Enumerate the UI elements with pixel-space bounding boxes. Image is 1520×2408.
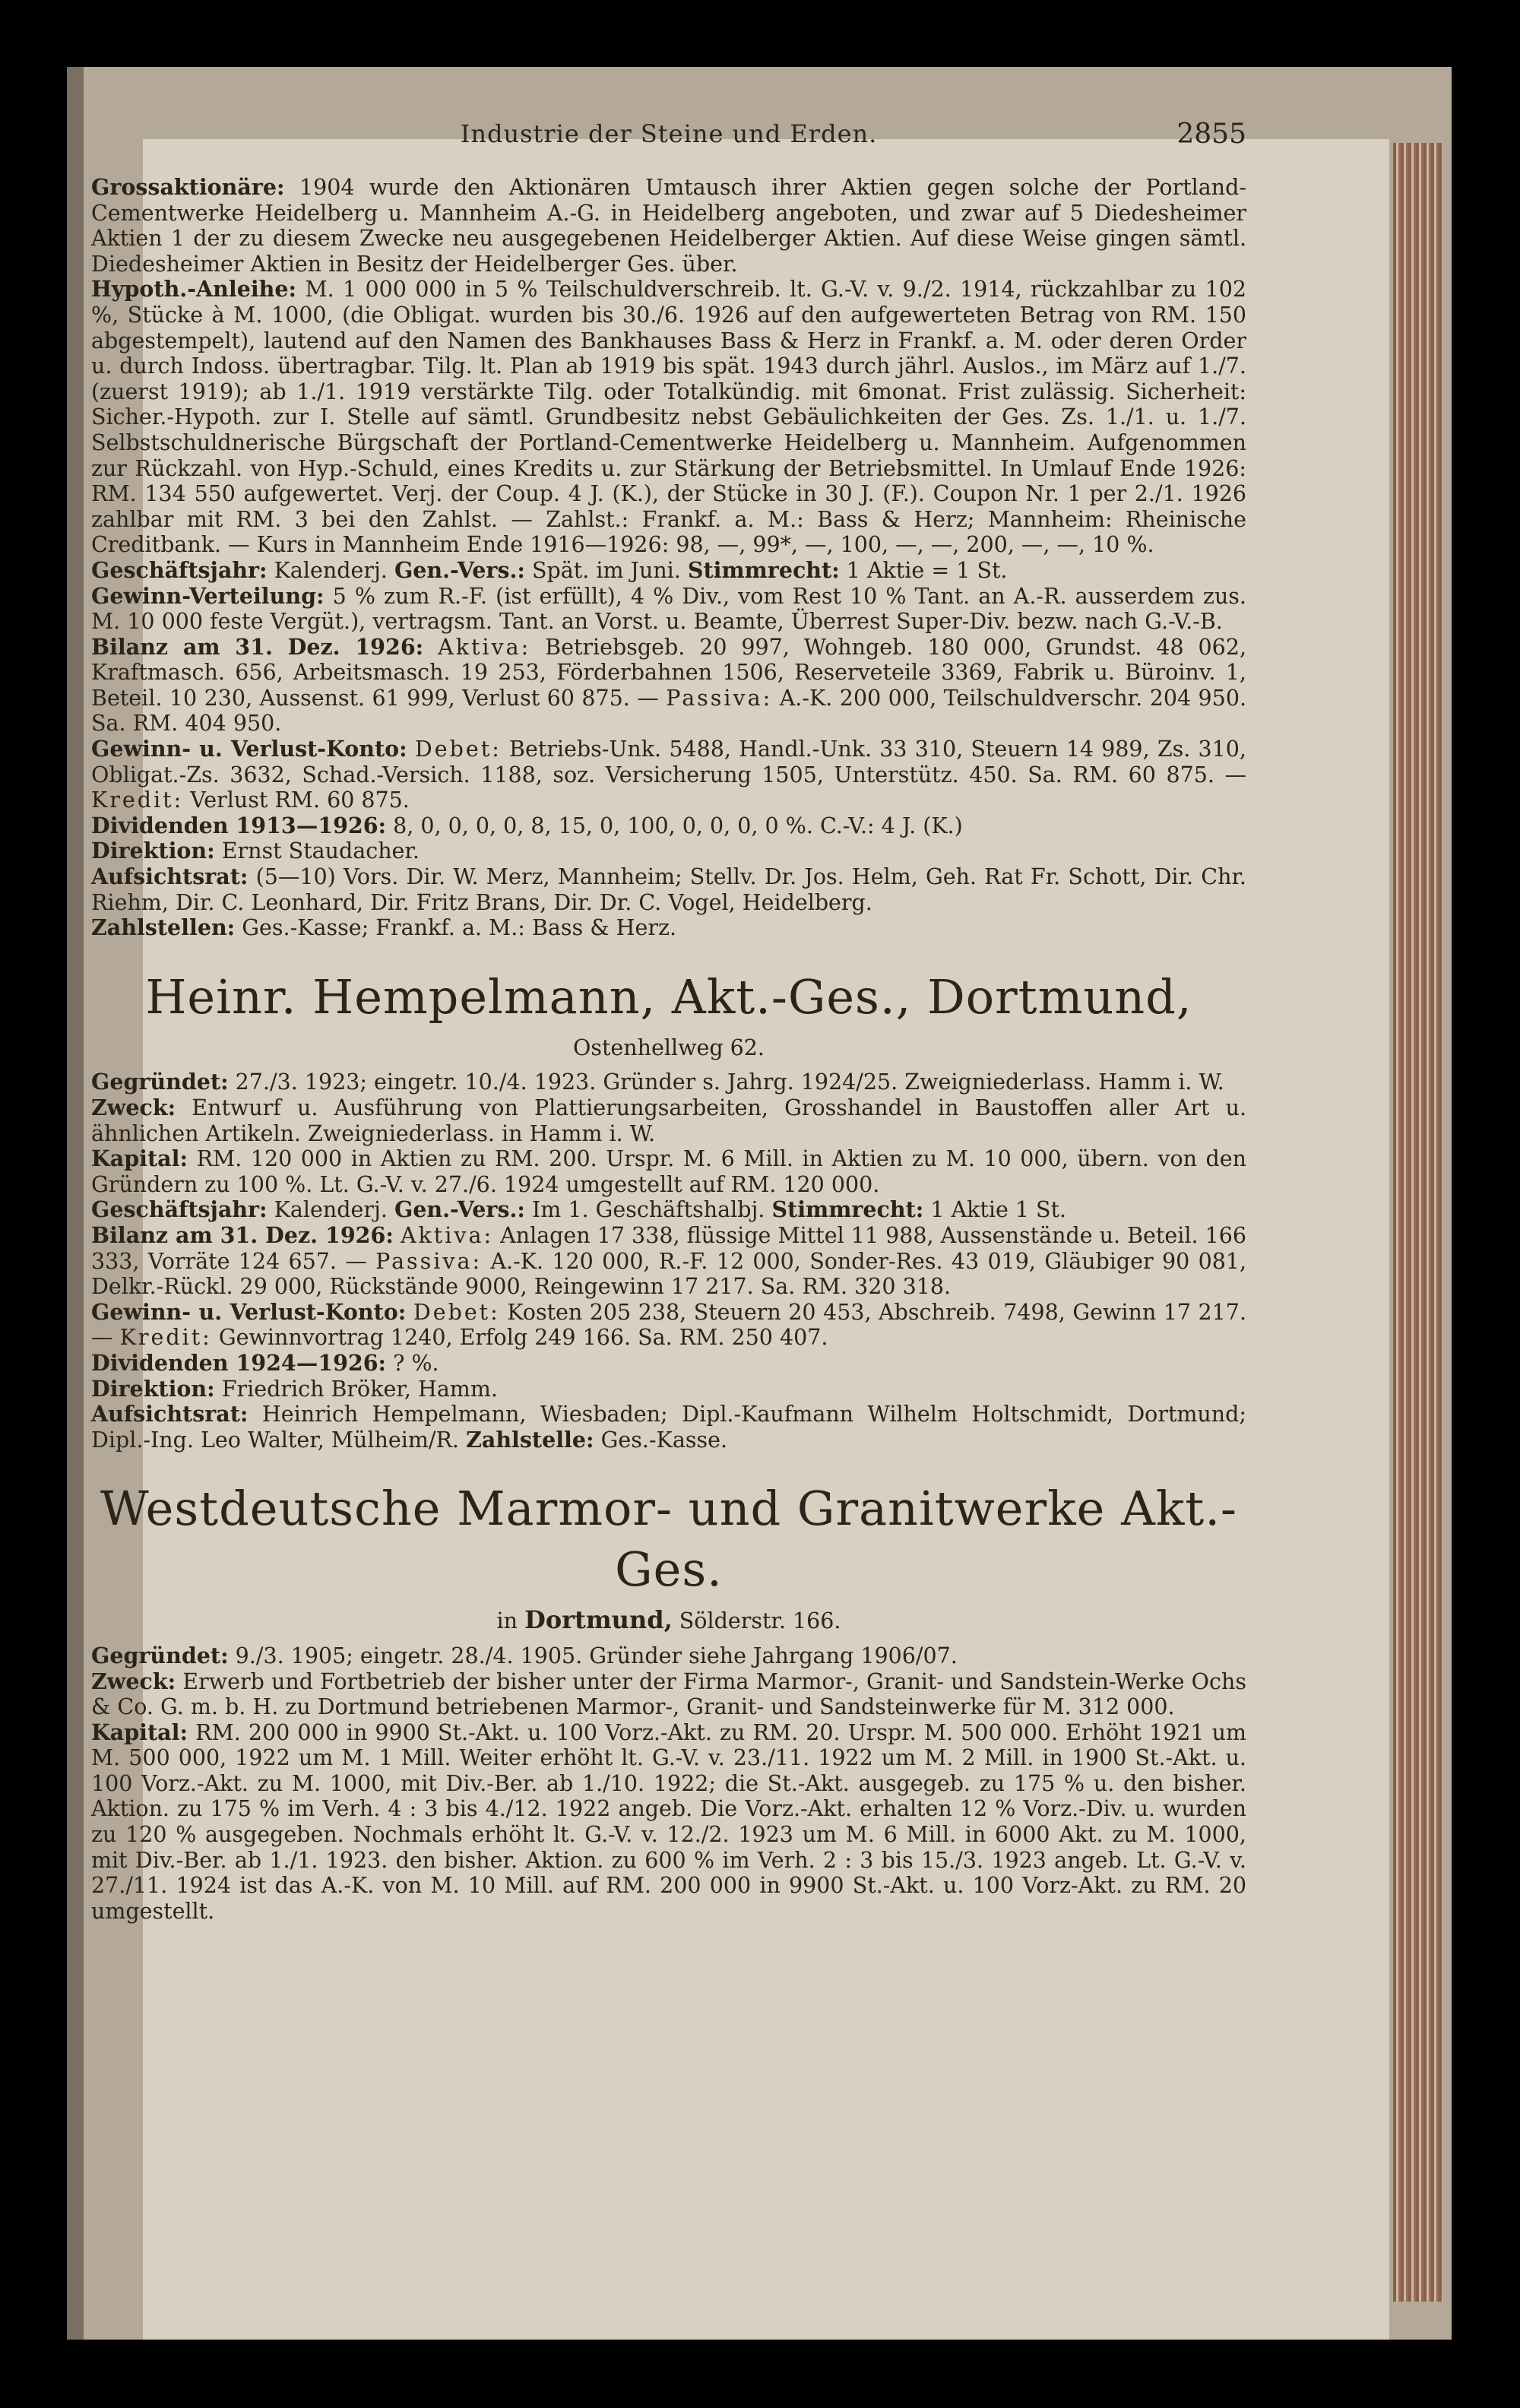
address-city: Dortmund, bbox=[524, 1605, 673, 1635]
entry-gewinn-verlust bbox=[91, 1300, 1246, 1351]
label: Zahlstelle: bbox=[466, 1426, 594, 1453]
text: 5 % zum R.-F. (ist erfüllt), 4 % Div., vom Rest 10 % Tant. an A.-R. ausserdem zus. M. 10 000 feste Vergüt.), vertragsm. Tant. an Vorst. u. Beamte, Überrest Super-Div. bezw. nach G.-V.-B. bbox=[91, 583, 1246, 635]
entry-dividenden bbox=[91, 1351, 1246, 1377]
label: Stimmrecht: bbox=[771, 1196, 924, 1223]
text: Friedrich Bröker, Hamm. bbox=[221, 1376, 498, 1402]
text: ? %. bbox=[393, 1350, 439, 1376]
label: Bilanz am 31. Dez. 1926: bbox=[91, 633, 424, 660]
label: Zahlstellen: bbox=[91, 914, 236, 941]
text: Im 1. Geschäftshalbj. bbox=[532, 1197, 765, 1223]
aktiva-label: Aktiva: bbox=[438, 634, 531, 660]
page-content bbox=[91, 119, 1247, 1924]
company-heading-westdeutsche: Westdeutsche Marmor- und Granitwerke Akt.-Ges. bbox=[100, 1481, 1238, 1598]
entry-bilanz bbox=[91, 635, 1246, 737]
label: Gen.-Vers.: bbox=[394, 556, 525, 583]
text: Anlagen 17 338, flüssige Mittel 11 988, Aussenstände u. Beteil. 166 333, Vorräte 124 657. — bbox=[91, 1222, 1247, 1274]
kredit-label: Kredit: bbox=[91, 787, 184, 813]
text: Erwerb und Fortbetrieb der bisher unter der Firma Marmor-, Granit- und Sandstein-Werke Ochs & Co. G. m. b. H. zu Dortmund betriebenen Marmor-, Granit- und Sandsteinwerke für M. 312 000. bbox=[91, 1668, 1246, 1720]
label: Gewinn- u. Verlust-Konto: bbox=[91, 736, 407, 762]
book-spine bbox=[67, 67, 84, 2340]
debet-label: Debet: bbox=[413, 1299, 500, 1325]
address-street: Sölderstr. 166. bbox=[679, 1608, 841, 1634]
label: Geschäftsjahr: bbox=[91, 556, 268, 583]
text: 1904 wurde den Aktionären Umtausch ihrer Aktien gegen solche der Portland-Cementwerke Heidelberg u. Mannheim A.-G. in Heidelberg angeboten, und zwar auf 5 Diedesheimer Aktien 1 der zu diesem Zwecke neu ausgegebenen Heidelberger Aktien. Auf diese Weise gingen sämtl. Diedesheimer Aktien in Besitz der Heidelberger Ges. über. bbox=[91, 175, 1247, 277]
entry-gewinn-verteilung bbox=[91, 584, 1246, 635]
text: A.-K. 200 000, Teilschuldverschr. 204 950. Sa. RM. 404 950. bbox=[91, 685, 1247, 737]
passiva-label: Passiva: bbox=[375, 1248, 483, 1274]
running-head bbox=[91, 119, 1246, 175]
label: Aufsichtsrat: bbox=[91, 863, 249, 890]
label: Direktion: bbox=[91, 1375, 215, 1402]
label: Aufsichtsrat: bbox=[91, 1401, 249, 1427]
label: Direktion: bbox=[91, 838, 215, 864]
page-edges bbox=[1393, 143, 1442, 2302]
text: 9./3. 1905; eingetr. 28./4. 1905. Gründer siehe Jahrgang 1906/07. bbox=[235, 1643, 958, 1668]
text: Verlust RM. 60 875. bbox=[190, 787, 410, 813]
label: Stimmrecht: bbox=[687, 556, 840, 583]
label: Gegründet: bbox=[91, 1069, 229, 1095]
text: 27./3. 1923; eingetr. 10./4. 1923. Gründer s. Jahrg. 1924/25. Zweigniederlass. Hamm i. W. bbox=[235, 1069, 1224, 1095]
text: Kalenderj. bbox=[274, 557, 388, 583]
text: Betriebs-Unk. 5488, Handl.-Unk. 33 310, Steuern 14 989, Zs. 310, Obligat.-Zs. 3632, Schad.-Versich. 1188, soz. Versicherung 1505, Unterstütz. 450. Sa. RM. 60 875. — bbox=[91, 737, 1246, 787]
aktiva-label: Aktiva: bbox=[400, 1222, 494, 1248]
address-prefix: in bbox=[496, 1608, 518, 1634]
label: Kapital: bbox=[91, 1719, 188, 1745]
entry-geschaeftsjahr bbox=[91, 1197, 1246, 1223]
entry-aufsichtsrat bbox=[91, 864, 1246, 915]
entry-dividenden bbox=[91, 813, 1246, 839]
entry-geschaeftsjahr bbox=[91, 558, 1246, 584]
debet-label: Debet: bbox=[414, 737, 502, 762]
text: M. 1 000 000 in 5 % Teilschuldverschreib. lt. G.-V. v. 9./2. 1914, rückzahlbar zu 102 %, Stücke à M. 1000, (die Obligat. wurden bis 30./6. 1926 auf den aufgewerteten Betrag von RM. 150 abgestempelt), lautend auf den Namen des Bankhauses Bass & Herz in Frankf. a. M. oder deren Order u. durch Indoss. übertragbar. Tilg. lt. Plan ab 1919 bis spät. 1943 durch jährl. Auslos., im März auf 1./7. (zuerst 1919); ab 1./1. 1919 verstärkte Tilg. oder Totalkündig. mit 6monat. Frist zulässig. Sicherheit: Sicher.-Hypoth. zur I. Stelle auf sämtl. Grundbesitz nebst Gebäulichkeiten der Ges. Zs. 1./1. u. 1./7. Selbstschuldnerische Bürgschaft der Portland-Cementwerke Heidelberg u. Mannheim. Aufgenommen zur Rückzahl. von Hyp.-Schuld, eines Kredits u. zur Stärkung der Betriebsmittel. In Umlauf Ende 1926: RM. 134 550 aufgewertet. Verj. der Coup. 4 J. (K.), der Stücke in 30 J. (F.). Coupon Nr. 1 per 2./1. 1926 zahlbar mit RM. 3 bei den Zahlst. — Zahlst.: Frankf. a. M.: Bass & Herz; Mannheim: Rheinische Creditbank. — Kurs in Mannheim Ende 1916—1926: 98, —, 99*, —, 100, —, —, 200, —, —, 10 %. bbox=[91, 277, 1247, 558]
label: Bilanz am 31. Dez. 1926: bbox=[91, 1221, 394, 1248]
entry-zweck bbox=[91, 1669, 1246, 1720]
text: Ges.-Kasse; Frankf. a. M.: Bass & Herz. bbox=[242, 915, 677, 941]
entry-kapital bbox=[91, 1146, 1246, 1197]
text: Spät. im Juni. bbox=[532, 557, 681, 583]
text: Gewinnvortrag 1240, Erfolg 249 166. Sa. RM. 250 407. bbox=[218, 1325, 828, 1351]
entry-kapital bbox=[91, 1720, 1246, 1925]
entry-gegruendet bbox=[91, 1069, 1246, 1095]
entry-gegruendet bbox=[91, 1643, 1246, 1669]
text: (5—10) Vors. Dir. W. Merz, Mannheim; Stellv. Dr. Jos. Helm, Geh. Rat Fr. Schott, Dir. Chr. Riehm, Dir. C. Leonhard, Dir. Fritz Brans, Dir. Dr. C. Vogel, Heidelberg. bbox=[91, 864, 1246, 915]
text: RM. 200 000 in 9900 St.-Akt. u. 100 Vorz.-Akt. zu RM. 20. Urspr. M. 500 000. Erhöht 1921 um M. 500 000, 1922 um M. 1 Mill. Weiter erhöht lt. G.-V. v. 23./11. 1922 um M. 2 Mill. in 1900 St.-Akt. u. 100 Vorz.-Akt. zu M. 1000, mit Div.-Ber. ab 1./10. 1922; die St.-Akt. ausgegeb. zu 175 % u. den bisher. Aktion. zu 175 % im Verh. 4 : 3 bis 4./12. 1922 angeb. Die Vorz.-Akt. erhalten 12 % Vorz.-Div. u. wurden zu 120 % ausgegeben. Nochmals erhöht lt. G.-V. v. 12./2. 1923 um M. 6 Mill. in 6000 Akt. zu M. 1000, mit Div.-Ber. ab 1./1. 1923. den bisher. Aktion. zu 600 % im Verh. 2 : 3 bis 15./3. 1923 angeb. Lt. G.-V. v. 27./11. 1924 ist das A.-K. von M. 10 Mill. auf RM. 200 000 in 9900 St.-Akt. u. 100 Vorz-Akt. zu RM. 20 umgestellt. bbox=[91, 1719, 1247, 1924]
text: Ges.-Kasse. bbox=[600, 1427, 728, 1453]
passiva-label: Passiva: bbox=[666, 685, 773, 711]
text: RM. 120 000 in Aktien zu RM. 200. Urspr. M. 6 Mill. in Aktien zu M. 10 000, übern. von den Gründern zu 100 %. Lt. G.-V. v. 27./6. 1924 umgestellt auf RM. 120 000. bbox=[91, 1146, 1247, 1197]
entry-bilanz bbox=[91, 1223, 1246, 1300]
label: Gen.-Vers.: bbox=[394, 1196, 525, 1223]
company-address: Ostenhellweg 62. bbox=[572, 1034, 765, 1060]
entry-zahlstellen bbox=[91, 915, 1246, 941]
text: 1 Aktie 1 St. bbox=[930, 1197, 1067, 1223]
entry-gewinn-verlust bbox=[91, 737, 1246, 813]
text: Ernst Staudacher. bbox=[221, 838, 420, 864]
text: Kalenderj. bbox=[274, 1197, 388, 1223]
label: Zweck: bbox=[91, 1095, 176, 1120]
label: Hypoth.-Anleihe: bbox=[91, 276, 297, 303]
text: A.-K. 120 000, R.-F. 12 000, Sonder-Res. 43 019, Gläubiger 90 081, Delkr.-Rückl. 29 000, Rückstände 9000, Reingewinn 17 217. Sa. RM. 320 318. bbox=[91, 1248, 1247, 1300]
kredit-label: Kredit: bbox=[119, 1325, 212, 1351]
label: Kapital: bbox=[91, 1145, 188, 1172]
label: Gewinn- u. Verlust-Konto: bbox=[91, 1298, 407, 1325]
company-address bbox=[91, 1605, 1246, 1635]
label: Zweck: bbox=[91, 1668, 176, 1694]
label: Dividenden 1913—1926: bbox=[91, 812, 387, 838]
company-heading-hempelmann: Heinr. Hempelmann, Akt.-Ges., Dortmund, bbox=[145, 968, 1192, 1025]
text: Betriebsgeb. 20 997, Wohngeb. 180 000, Grundst. 48 062, Kraftmasch. 656, Arbeitsmasch. 19 253, Förderbahnen 1506, Reserveteile 3369, Fabrik u. Büroinv. 1, Beteil. 10 230, Aussenst. 61 999, Verlust 60 875. — bbox=[91, 634, 1247, 711]
text: Kosten 205 238, Steuern 20 453, Abschreib. 7498, Gewinn 17 217. — bbox=[91, 1299, 1246, 1351]
label: Gegründet: bbox=[91, 1642, 229, 1668]
entry-aufsichtsrat bbox=[91, 1402, 1246, 1453]
page-number: 2855 bbox=[1176, 119, 1246, 150]
label: Gewinn-Verteilung: bbox=[91, 582, 325, 609]
text: Heinrich Hempelmann, Wiesbaden; Dipl.-Kaufmann Wilhelm Holtschmidt, Dortmund; Dipl.-Ing. Leo Walter, Mülheim/R. bbox=[91, 1402, 1246, 1453]
text: 8, 0, 0, 0, 0, 8, 15, 0, 100, 0, 0, 0, 0 %. C.-V.: 4 J. (K.) bbox=[393, 813, 963, 838]
text: Entwurf u. Ausführung von Plattierungsarbeiten, Grosshandel in Baustoffen aller Art u. ähnlichen Artikeln. Zweigniederlass. in Hamm i. W. bbox=[91, 1095, 1246, 1146]
label: Geschäftsjahr: bbox=[91, 1196, 268, 1223]
text: 1 Aktie = 1 St. bbox=[846, 557, 1008, 583]
entry-direktion bbox=[91, 838, 1246, 864]
entry-zweck bbox=[91, 1095, 1246, 1146]
entry-grossaktionaere bbox=[91, 175, 1246, 277]
entry-direktion bbox=[91, 1377, 1246, 1402]
label: Dividenden 1924—1926: bbox=[91, 1349, 387, 1376]
entry-hypoth-anleihe bbox=[91, 277, 1246, 558]
label: Grossaktionäre: bbox=[91, 174, 285, 200]
running-head-title: Industrie der Steine und Erden. bbox=[460, 119, 878, 148]
